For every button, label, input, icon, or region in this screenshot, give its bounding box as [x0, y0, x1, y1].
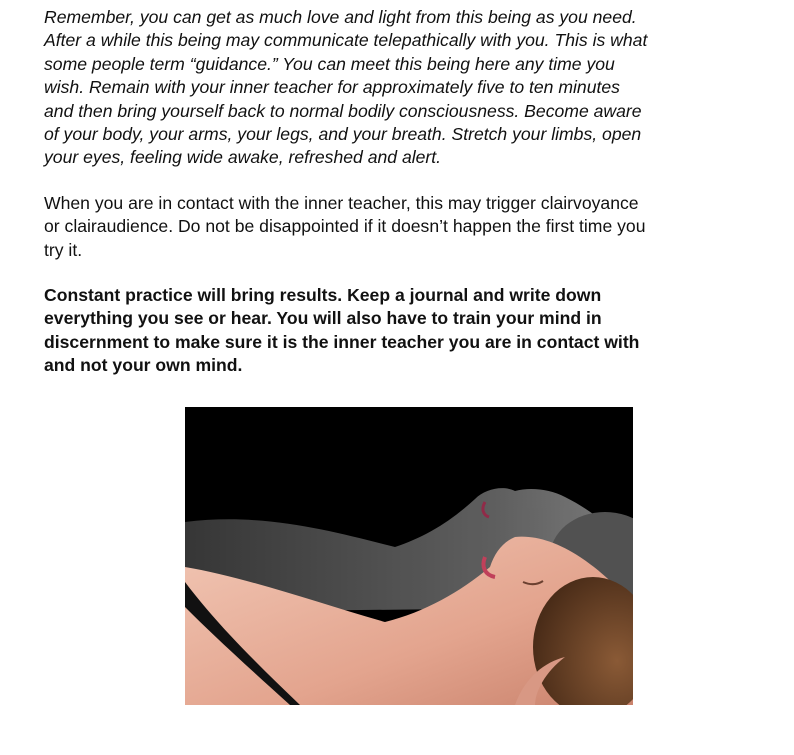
text-line: your eyes, feeling wide awake, refreshed and alert.: [44, 147, 442, 168]
photo-illustration: [185, 407, 633, 705]
text-line: or clairaudience. Do not be disappointed if it doesn’t happen the first time you: [44, 216, 646, 237]
text-line: and not your own mind.: [44, 355, 243, 376]
text-line: try it.: [44, 239, 83, 260]
text-line: wish. Remain with your inner teacher for approximately five to ten minutes: [44, 77, 620, 98]
text-line: Remember, you can get as much love and light from this being as you need.: [44, 7, 637, 27]
text-line: everything you see or hear. You will also have to train your mind in: [44, 308, 602, 329]
paragraph-meditation-instructions: [44, 6, 746, 170]
paragraph-inner-teacher-contact: [44, 192, 746, 262]
text-line: When you are in contact with the inner teacher, this may trigger clairvoyance: [44, 192, 639, 213]
text-line: Constant practice will bring results. Keep a journal and write down: [44, 285, 602, 306]
text-line: and then bring yourself back to normal bodily consciousness. Become aware: [44, 100, 642, 121]
text-line: of your body, your arms, your legs, and your breath. Stretch your limbs, open: [44, 124, 642, 145]
text-line: After a while this being may communicate telepathically with you. This is what: [44, 30, 648, 51]
document-page: [44, 6, 746, 378]
paragraph-constant-practice: [44, 284, 746, 378]
text-line: some people term “guidance.” You can meet this being here any time you: [44, 53, 615, 74]
text-line: discernment to make sure it is the inner teacher you are in contact with: [44, 331, 640, 352]
meditation-photo: [185, 407, 633, 705]
